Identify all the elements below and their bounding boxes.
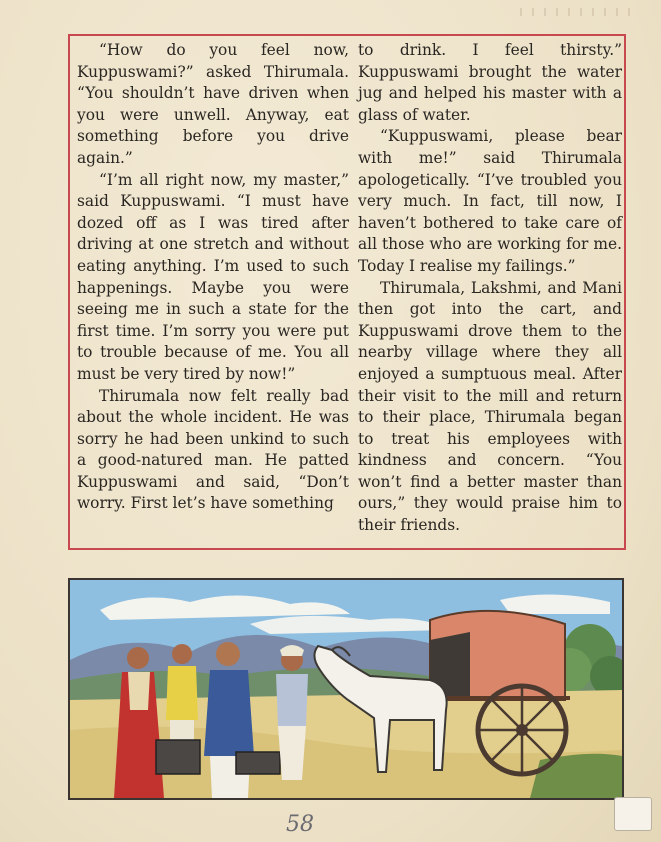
story-paragraph: “I’m all right now, my master,” said Kuppuswami. “I must have dozed off as I was tired after driving at one stretch and without eating anything. I’m used to such happenings. Maybe you were seeing me in such a state for the first time. I’m sorry you were put to trouble because of me. You all must be very tired by now!” <box>77 170 349 383</box>
page-edge-marks <box>520 8 630 16</box>
publisher-logo-icon <box>614 797 652 831</box>
story-right-column <box>358 40 622 537</box>
story-paragraph: Thirumala now felt really bad about the whole incident. He was sorry he had been unkind to such a good-natured man. He patted Kuppuswami and said, “Don’t worry. First let’s have something <box>77 386 349 513</box>
page-number: 58 <box>286 812 314 837</box>
story-paragraph-continued: to drink. I feel thirsty.” Kuppuswami brought the water jug and helped his master with a glass of water. <box>358 41 622 124</box>
story-paragraph: “How do you feel now, Kuppuswami?” asked Thirumala. “You shouldn’t have driven when you were unwell. Anyway, eat something before you drive again.” <box>77 41 349 167</box>
story-paragraph: “Kuppuswami, please bear with me!” said Thirumala apologetically. “I’ve troubled you very much. In fact, till now, I haven’t bothered to take care of all those who are working for me. Today I realise my failings.” <box>358 127 622 275</box>
story-left-column <box>77 40 349 515</box>
story-paragraph: Thirumala, Lakshmi, and Mani then got into the cart, and Kuppuswami drove them to the nearby village where they all enjoyed a sumptuous meal. After their visit to the mill and return to their place, Thirumala began to treat his employees with kindness and concern. “You won’t find a better master than ours,” they would praise him to their friends. <box>358 278 622 535</box>
horse-cart-scene-icon <box>68 578 624 800</box>
